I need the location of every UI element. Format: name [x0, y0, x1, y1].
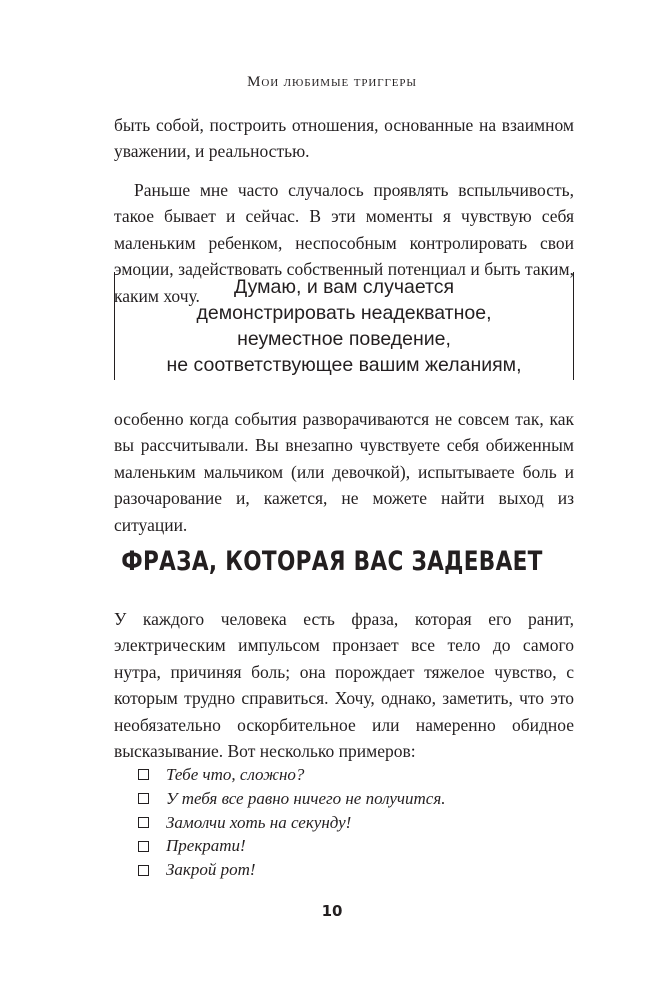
pull-quote-line: не соответствующее вашим желаниям,	[166, 354, 522, 376]
examples-list	[138, 763, 446, 882]
checkbox-icon	[138, 865, 149, 876]
paragraph: особенно когда события разворачиваются не совсем так, как вы рассчитывали. Вы внезапно чувствуете себя обиженным маленьким мальчиком (или девочкой), испытываете боль и разочарование и, кажется, не можете найти выход из ситуации.	[114, 409, 574, 535]
example-phrase: У тебя все равно ничего не получится.	[166, 788, 446, 808]
example-phrase: Замолчи хоть на секунду!	[166, 812, 352, 832]
pull-quote-line: демонстрировать неадекватное,	[196, 302, 492, 324]
paragraph: быть собой, построить отношения, основанные на взаимном уважении, и реальностью.	[114, 115, 574, 162]
list-item	[138, 811, 446, 835]
page-number: 10	[321, 902, 343, 920]
list-item	[138, 763, 446, 787]
example-phrase: Прекрати!	[166, 836, 246, 856]
checkbox-icon	[138, 817, 149, 828]
example-phrase: Тебе что, сложно?	[166, 765, 305, 784]
section-heading: ФРАЗА, КОТОРАЯ ВАС ЗАДЕВАЕТ	[121, 546, 543, 577]
pull-quote	[114, 272, 574, 380]
list-item	[138, 858, 446, 882]
paragraph: У каждого человека есть фраза, которая его ранит, электрическим импульсом пронзает все тело до самого нутра, причиняя боль; она порождает тяжелое чувство, с которым трудно справиться. Хочу, однако, заметить, что это необязательно оскорбительное или намеренно обидное высказывание. Вот несколько примеров:	[114, 609, 574, 762]
list-item	[138, 834, 446, 858]
pull-quote-line: Думаю, и вам случается	[233, 276, 455, 298]
running-head: Мои любимые триггеры	[247, 74, 417, 90]
pull-quote-line: неуместное поведение,	[237, 328, 451, 350]
paragraph: Раньше мне часто случалось проявлять вспыльчивость, такое бывает и сейчас. В эти моменты я чувствую себя маленьким ребенком, неспособным контролировать свои эмоции, задействовать собственный потенциал и быть таким, каким хочу.	[114, 180, 574, 306]
example-phrase: Закрой рот!	[166, 860, 256, 880]
list-item	[138, 787, 446, 811]
checkbox-icon	[138, 793, 149, 804]
checkbox-icon	[138, 769, 149, 780]
checkbox-icon	[138, 841, 149, 852]
